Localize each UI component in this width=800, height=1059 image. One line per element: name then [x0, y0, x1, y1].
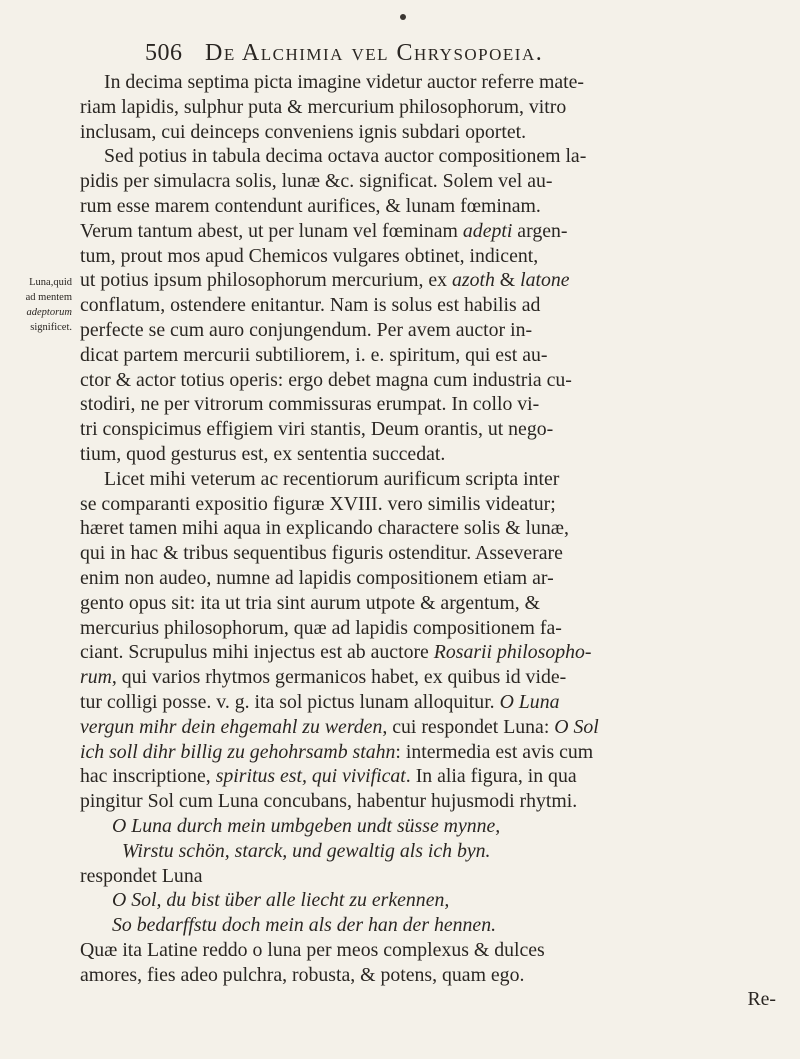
text-line [80, 318, 792, 343]
page-header [145, 40, 543, 67]
text-line [80, 591, 792, 616]
text: hæret tamen mihi aqua in explicando charactere solis & lunæ, [80, 517, 569, 540]
text-line [80, 492, 792, 517]
ornament-dot [400, 14, 406, 20]
text: hac inscriptione, [80, 765, 216, 788]
text-line [80, 715, 792, 740]
italic-text: O Sol [554, 715, 599, 738]
text-line [80, 690, 792, 715]
text: se comparanti expositio figuræ XVIII. vero similis videatur; [80, 492, 556, 515]
text: Verum tantum abest, ut per lunam vel fœminam [80, 219, 463, 242]
text: riam lapidis, sulphur puta & mercurium philosophorum, vitro [80, 95, 567, 118]
text: In decima septima picta imagine videtur auctor referre mate- [104, 71, 585, 93]
text: Re- [747, 988, 776, 1011]
text-line [80, 789, 792, 814]
italic-text: azoth [451, 269, 495, 292]
text: stodiri, ne per vitrorum commissuras erumpat. In collo vi- [80, 393, 540, 416]
text-line [80, 987, 792, 1012]
body-text [80, 70, 792, 1012]
text-line [80, 95, 792, 120]
text-line [80, 814, 792, 839]
text: tur colligi posse. v. g. ita sol pictus lunam alloquitur. [80, 690, 500, 713]
text: gento opus sit: ita ut tria sint aurum utpote & argentum, & [80, 591, 541, 614]
italic-text: O Luna durch mein umbgeben undt süsse mynne, [112, 814, 501, 837]
text: enim non audeo, numne ad lapidis compositionem etiam ar- [80, 566, 554, 589]
text: ut potius ipsum philosophorum mercurium, ex [80, 269, 452, 292]
margin-note-line: Luna,quid [29, 277, 72, 288]
margin-note-line: ad mentem [25, 292, 72, 303]
page-number: 506 [145, 40, 183, 66]
text: tri conspicimus effigiem viri stantis, Deum orantis, ut nego- [80, 418, 554, 441]
italic-text: latone [520, 269, 570, 292]
text: dicat partem mercurii subtiliorem, i. e. spiritum, qui est au- [80, 343, 548, 366]
text-line [80, 392, 792, 417]
text: Quæ ita Latine reddo o luna per meos complexus & dulces [80, 938, 545, 961]
text-line [80, 219, 792, 244]
text: , cui respondet Luna: [382, 715, 555, 738]
text-line [80, 169, 792, 194]
margin-note-line: significet. [30, 322, 72, 333]
text: ctor & actor totius operis: ergo debet magna cum industria cu- [80, 368, 572, 391]
italic-text: Wirstu schön, starck, und gewaltig als ich byn. [122, 839, 491, 862]
text-line [80, 368, 792, 393]
text-line [80, 516, 792, 541]
italic-text: Rosarii philosopho- [433, 641, 592, 664]
text: . In alia figura, in qua [405, 765, 577, 788]
text-line [80, 913, 792, 938]
text-line [80, 740, 792, 765]
text: tium, quod gesturus est, ex sententia succedat. [80, 442, 446, 465]
text-line [80, 616, 792, 641]
text-line [80, 417, 792, 442]
text: argen- [512, 219, 568, 242]
italic-text: So bedarffstu doch mein als der han der hennen. [112, 914, 497, 937]
text-line [80, 442, 792, 467]
text-line [80, 665, 792, 690]
text-line [80, 467, 792, 492]
italic-text: O Luna [499, 690, 560, 713]
margin-note-line: adeptorum [26, 307, 72, 318]
text: Sed potius in tabula decima octava auctor compositionem la- [104, 145, 587, 168]
text-line [80, 764, 792, 789]
text: ciant. Scrupulus mihi injectus est ab auctore [80, 641, 434, 664]
text-line [80, 938, 792, 963]
text-line [80, 864, 792, 889]
text: inclusam, cui deinceps conveniens ignis subdari oportet. [80, 120, 527, 143]
text-line [80, 268, 792, 293]
text-line [80, 541, 792, 566]
italic-text: ich soll dihr billig zu gehohrsamb stahn [80, 740, 396, 763]
text: rum esse marem contendunt aurifices, & lunam fœminam. [80, 194, 541, 217]
text-line [80, 120, 792, 145]
text-line [80, 293, 792, 318]
text: amores, fies adeo pulchra, robusta, & potens, quam ego. [80, 963, 525, 986]
italic-text: adepti [462, 219, 513, 242]
text-line [80, 70, 792, 95]
text: respondet Luna [80, 864, 203, 887]
text-line [80, 244, 792, 269]
text: conflatum, ostendere enitantur. Nam is solus est habilis ad [80, 294, 541, 317]
italic-text: O Sol, du bist über alle liecht zu erkennen, [112, 889, 450, 912]
text: : intermedia est avis cum [395, 740, 594, 763]
text: perfecte se cum auro conjungendum. Per avem auctor in- [80, 318, 533, 341]
italic-text: rum [80, 666, 112, 689]
text-line [80, 839, 792, 864]
text-line [80, 888, 792, 913]
italic-text: spiritus est, qui vivificat [215, 765, 406, 788]
text-line [80, 566, 792, 591]
running-title: De Alchimia vel Chrysopoeia. [205, 40, 544, 66]
text: & [494, 269, 521, 292]
text-line [80, 640, 792, 665]
italic-text: vergun mihr dein ehgemahl zu werden [80, 715, 383, 738]
text: qui in hac & tribus sequentibus figuris ostenditur. Asseverare [80, 542, 563, 565]
text-line [80, 343, 792, 368]
text: Licet mihi veterum ac recentiorum aurificum scripta inter [104, 467, 560, 490]
text-line [80, 194, 792, 219]
text: tum, prout mos apud Chemicos vulgares obtinet, indicent, [80, 244, 539, 267]
text-line [80, 963, 792, 988]
text: pingitur Sol cum Luna concubans, habentur hujusmodi rhytmi. [80, 790, 578, 813]
margin-note [10, 275, 72, 335]
text: pidis per simulacra solis, lunæ &c. significat. Solem vel au- [80, 170, 553, 193]
text: mercurius philosophorum, quæ ad lapidis compositionem fa- [80, 616, 562, 639]
text-line [80, 144, 792, 169]
text: , qui varios rhytmos germanicos habet, ex quibus id vide- [111, 666, 567, 689]
